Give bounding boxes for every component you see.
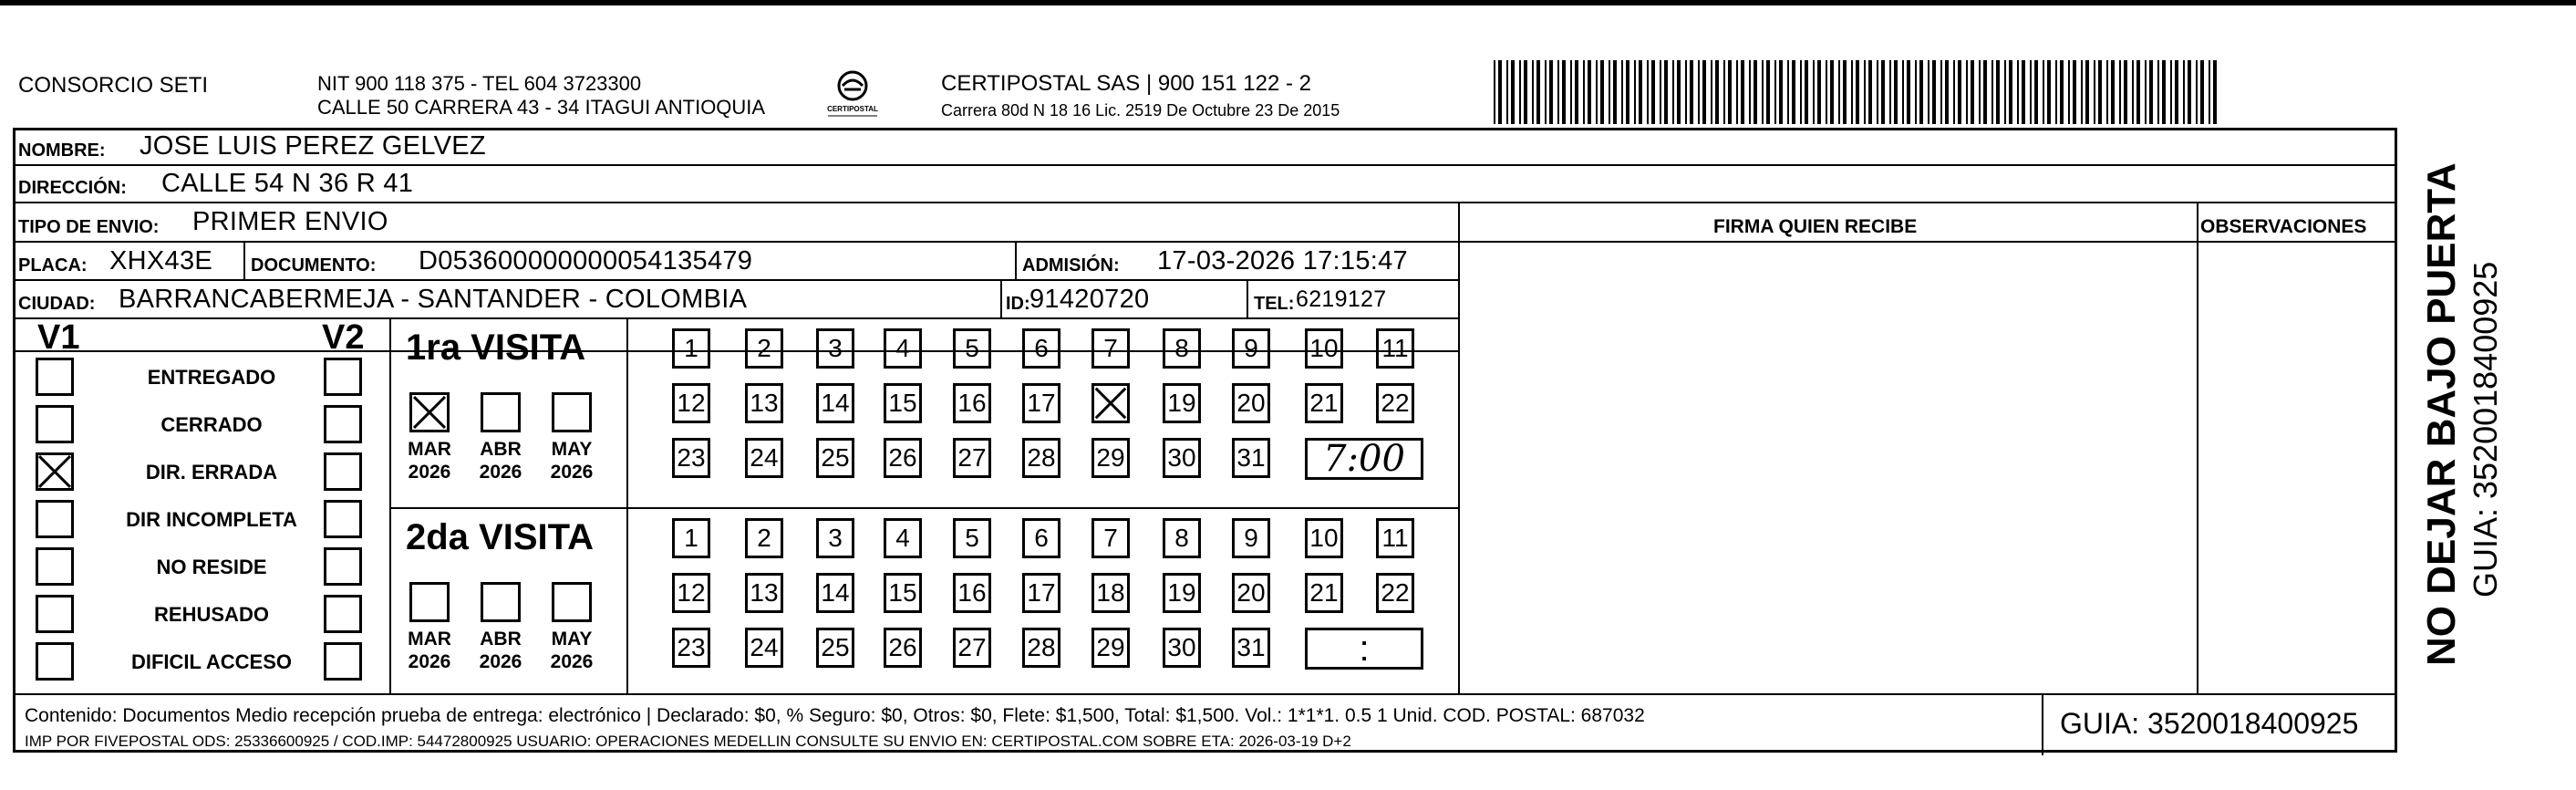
- barcode-bar: [2209, 60, 2210, 124]
- first-visit-day-18[interactable]: [1091, 383, 1130, 423]
- v1-checkbox[interactable]: [36, 595, 74, 633]
- second-visit-day-10[interactable]: 10: [1305, 518, 1343, 558]
- barcode-bar: [1715, 60, 1719, 124]
- barcode-bar: [2017, 60, 2019, 124]
- month-year: 2026: [408, 651, 451, 672]
- barcode-bar: [1864, 60, 1866, 124]
- ciudad-value: BARRANCABERMEJA - SANTANDER - COLOMBIA: [119, 285, 748, 314]
- first-visit-day-28[interactable]: 28: [1022, 438, 1060, 478]
- v1-checkbox[interactable]: [36, 547, 74, 586]
- second-visit-day-15[interactable]: 15: [884, 573, 922, 613]
- v2-checkbox[interactable]: [324, 405, 362, 443]
- first-visit-day-7[interactable]: 7: [1091, 328, 1130, 369]
- barcode-bar: [2200, 60, 2204, 124]
- v2-checkbox[interactable]: [324, 595, 362, 633]
- barcode-bar: [1741, 60, 1744, 124]
- barcode-bar: [1557, 60, 1559, 124]
- barcode-bar: [1498, 60, 1502, 124]
- status-label: CERRADO: [160, 413, 263, 436]
- barcode-bar: [2175, 60, 2178, 124]
- first-visit-day-22[interactable]: 22: [1376, 383, 1414, 423]
- barcode-bar: [2136, 60, 2140, 124]
- barcode-bar: [1966, 60, 1968, 124]
- barcode-bar: [2073, 60, 2076, 124]
- documento-label: DOCUMENTO:: [251, 255, 377, 275]
- documento-value: D053600000000054135479: [419, 246, 753, 275]
- placa-label: PLACA:: [18, 255, 88, 275]
- company-name: CONSORCIO SETI: [18, 73, 209, 98]
- second-visit-day-19[interactable]: 19: [1163, 573, 1201, 613]
- first-visit-day-21[interactable]: 21: [1305, 383, 1343, 423]
- barcode-bar: [1881, 60, 1885, 124]
- month-name: ABR: [480, 439, 522, 460]
- first-visit-day-8[interactable]: 8: [1163, 328, 1201, 369]
- direccion-value: CALLE 54 N 36 R 41: [161, 169, 414, 198]
- barcode-bar: [1549, 60, 1553, 124]
- second-visit-day-21[interactable]: 21: [1305, 573, 1343, 613]
- barcode-bar: [2145, 60, 2147, 124]
- barcode: [1494, 60, 2223, 124]
- barcode-bar: [1613, 60, 1617, 124]
- second-visit-day-28[interactable]: 28: [1022, 628, 1060, 668]
- first-visit-day-19[interactable]: 19: [1163, 383, 1201, 423]
- barcode-bar: [1971, 60, 1974, 124]
- barcode-bar: [1792, 60, 1795, 124]
- second-visit-day-30[interactable]: 30: [1163, 628, 1201, 668]
- v2-checkbox[interactable]: [324, 547, 362, 586]
- id-label: ID:: [1006, 294, 1030, 314]
- barcode-bar: [1660, 60, 1661, 124]
- month-name: MAY: [551, 439, 593, 460]
- status-label: REHUSADO: [154, 603, 269, 626]
- v1-checkbox[interactable]: [36, 642, 74, 681]
- barcode-bar: [2009, 60, 2012, 124]
- barcode-bar: [1843, 60, 1847, 124]
- tipo-envio-value: PRIMER ENVIO: [192, 207, 388, 236]
- tipo-envio-label: TIPO DE ENVIO:: [18, 217, 160, 237]
- month-name: MAR: [408, 439, 451, 460]
- barcode-bar: [2043, 60, 2044, 124]
- barcode-bar: [2111, 60, 2115, 124]
- month-name: MAR: [408, 629, 451, 650]
- month-year: 2026: [550, 651, 594, 672]
- barcode-bar: [1983, 60, 1987, 124]
- status-label: ENTREGADO: [147, 366, 276, 389]
- v2-checkbox[interactable]: [324, 642, 362, 681]
- first-visit-day-14[interactable]: 14: [816, 383, 854, 423]
- barcode-bar: [1838, 60, 1840, 124]
- first-visit-day-31[interactable]: 31: [1232, 438, 1270, 478]
- barcode-bar: [2098, 60, 2102, 124]
- barcode-bar: [1545, 60, 1547, 124]
- barcode-bar: [1664, 60, 1668, 124]
- v1-checkbox[interactable]: [36, 405, 74, 443]
- second-visit-day-26[interactable]: 26: [884, 628, 922, 668]
- barcode-bar: [1609, 60, 1610, 124]
- barcode-bar: [1932, 60, 1936, 124]
- barcode-bar: [1621, 60, 1623, 124]
- barcode-bar: [2213, 60, 2217, 124]
- barcode-bar: [1506, 60, 1508, 124]
- barcode-bar: [1723, 60, 1725, 124]
- barcode-bar: [1711, 60, 1712, 124]
- direccion-label: DIRECCIÓN:: [18, 178, 127, 198]
- first-visit-day-11[interactable]: 11: [1376, 328, 1414, 369]
- first-visit-day-6[interactable]: 6: [1022, 328, 1060, 369]
- barcode-bar: [1851, 60, 1853, 124]
- first-visit-day-4[interactable]: 4: [884, 328, 922, 369]
- second-visit-day-7[interactable]: 7: [1091, 518, 1130, 558]
- first-visit-day-23[interactable]: 23: [672, 438, 710, 478]
- second-visit-month-checkbox[interactable]: [552, 582, 592, 622]
- second-visit-month-checkbox[interactable]: [481, 582, 521, 622]
- second-visit-day-1[interactable]: 1: [672, 518, 710, 558]
- barcode-bar: [1588, 60, 1591, 124]
- second-visit-day-13[interactable]: 13: [745, 573, 783, 613]
- second-visit-day-20[interactable]: 20: [1232, 573, 1270, 613]
- carrier-line: CERTIPOSTAL SAS | 900 151 122 - 2: [941, 71, 1311, 96]
- barcode-bar: [1596, 60, 1598, 124]
- firma-label: FIRMA QUIEN RECIBE: [1713, 216, 1918, 237]
- company-nit: NIT 900 118 375 - TEL 604 3723300: [317, 72, 642, 95]
- status-label: NO RESIDE: [156, 556, 267, 578]
- second-visit-day-5[interactable]: 5: [953, 518, 991, 558]
- first-visit-day-5[interactable]: 5: [953, 328, 991, 369]
- barcode-bar: [1562, 60, 1566, 124]
- barcode-bar: [2162, 60, 2166, 124]
- barcode-bar: [1774, 60, 1776, 124]
- second-visit-day-25[interactable]: 25: [816, 628, 854, 668]
- barcode-bar: [1856, 60, 1859, 124]
- second-visit-day-4[interactable]: 4: [884, 518, 922, 558]
- barcode-bar: [2030, 60, 2032, 124]
- status-label: DIR. ERRADA: [145, 461, 278, 483]
- first-visit-day-16[interactable]: 16: [953, 383, 991, 423]
- second-visit-day-29[interactable]: 29: [1091, 628, 1130, 668]
- second-visit-month-caption: [471, 628, 530, 673]
- tel-label: TEL:: [1254, 294, 1295, 314]
- barcode-bar: [1672, 60, 1674, 124]
- month-name: MAY: [551, 629, 593, 650]
- barcode-bar: [1805, 60, 1808, 124]
- barcode-bar: [1754, 60, 1757, 124]
- license-line: Carrera 80d N 18 16 Lic. 2519 De Octubre 23 De 2015: [941, 101, 1340, 120]
- barcode-bar: [1494, 60, 1495, 124]
- v2-checkbox[interactable]: [324, 452, 362, 491]
- second-visit-day-17[interactable]: 17: [1022, 573, 1060, 613]
- barcode-bar: [1583, 60, 1585, 124]
- first-visit-day-3[interactable]: 3: [816, 328, 854, 369]
- footer-tracking-line: IMP POR FIVEPOSTAL ODS: 25336600925 / COD.IMP: 54472800925 USUARIO: OPERACIONES MEDELLIN CONSULTE SU ENVIO EN: CERTIPOSTAL.COM SOBRE ETA: 2026-03-19 D+2: [25, 733, 1351, 750]
- barcode-bar: [1749, 60, 1751, 124]
- second-visit-day-6[interactable]: 6: [1022, 518, 1060, 558]
- barcode-bar: [1919, 60, 1923, 124]
- barcode-bar: [1677, 60, 1681, 124]
- second-visit-day-24[interactable]: 24: [745, 628, 783, 668]
- second-visit-month-checkbox[interactable]: [409, 582, 450, 622]
- barcode-bar: [2119, 60, 2121, 124]
- barcode-bar: [1532, 60, 1534, 124]
- barcode-bar: [1889, 60, 1891, 124]
- barcode-bar: [2068, 60, 2070, 124]
- barcode-bar: [1953, 60, 1955, 124]
- admision-label: ADMISIÓN:: [1022, 255, 1120, 275]
- first-visit-day-13[interactable]: 13: [745, 383, 783, 423]
- second-visit-month-caption: [543, 628, 601, 673]
- barcode-bar: [1536, 60, 1540, 124]
- tel-value: 6219127: [1296, 286, 1387, 312]
- second-visit-day-2[interactable]: 2: [745, 518, 783, 558]
- barcode-bar: [1800, 60, 1802, 124]
- barcode-bar: [1868, 60, 1872, 124]
- first-visit-day-27[interactable]: 27: [953, 438, 991, 478]
- barcode-bar: [1511, 60, 1515, 124]
- barcode-bar: [1945, 60, 1949, 124]
- barcode-bar: [1651, 60, 1655, 124]
- barcode-bar: [2170, 60, 2172, 124]
- barcode-bar: [1698, 60, 1700, 124]
- first-visit-day-15[interactable]: 15: [884, 383, 922, 423]
- month-name: ABR: [480, 629, 522, 650]
- barcode-bar: [1907, 60, 1910, 124]
- barcode-bar: [1570, 60, 1572, 124]
- barcode-bar: [1830, 60, 1834, 124]
- second-visit-day-31[interactable]: 31: [1232, 628, 1270, 668]
- second-visit-day-12[interactable]: 12: [672, 573, 710, 613]
- barcode-bar: [1524, 60, 1527, 124]
- barcode-bar: [2106, 60, 2108, 124]
- first-visit-day-10[interactable]: 10: [1305, 328, 1343, 369]
- barcode-bar: [1634, 60, 1636, 124]
- v2-checkbox[interactable]: [324, 358, 362, 396]
- status-label: DIFICIL ACCESO: [130, 650, 292, 673]
- barcode-bar: [1958, 60, 1961, 124]
- barcode-bar: [1940, 60, 1942, 124]
- barcode-bar: [1600, 60, 1604, 124]
- top-border-line: [0, 0, 2576, 8]
- first-visit-month-checkbox[interactable]: [552, 392, 592, 432]
- id-value: 91420720: [1029, 285, 1150, 314]
- barcode-bar: [1779, 60, 1783, 124]
- second-visit-day-22[interactable]: 22: [1376, 573, 1414, 613]
- barcode-bar: [2094, 60, 2095, 124]
- barcode-bar: [1766, 60, 1770, 124]
- month-year: 2026: [479, 462, 522, 483]
- barcode-bar: [1690, 60, 1693, 124]
- barcode-bar: [2124, 60, 2127, 124]
- barcode-bar: [1575, 60, 1578, 124]
- barcode-bar: [1877, 60, 1878, 124]
- first-visit-month-caption: [471, 438, 530, 483]
- barcode-bar: [2022, 60, 2025, 124]
- barcode-bar: [2132, 60, 2134, 124]
- barcode-bar: [1702, 60, 1706, 124]
- second-visit-day-3[interactable]: 3: [816, 518, 854, 558]
- placa-value: XHX43E: [109, 246, 213, 275]
- barcode-bar: [1817, 60, 1821, 124]
- first-visit-month-caption: [543, 438, 601, 483]
- barcode-bar: [1626, 60, 1629, 124]
- month-year: 2026: [550, 462, 594, 483]
- second-visit-day-27[interactable]: 27: [953, 628, 991, 668]
- second-visit-day-16[interactable]: 16: [953, 573, 991, 613]
- barcode-bar: [1902, 60, 1904, 124]
- barcode-bar: [1519, 60, 1521, 124]
- second-visit-day-11[interactable]: 11: [1376, 518, 1414, 558]
- barcode-bar: [2188, 60, 2191, 124]
- barcode-bar: [1787, 60, 1789, 124]
- footer-guia: GUIA: 3520018400925: [2060, 707, 2359, 740]
- barcode-bar: [1685, 60, 1687, 124]
- second-visit-hour-field[interactable]: :: [1305, 628, 1423, 670]
- first-visit-day-26[interactable]: 26: [884, 438, 922, 478]
- barcode-bar: [1647, 60, 1649, 124]
- barcode-bar: [1996, 60, 2000, 124]
- month-year: 2026: [479, 651, 522, 672]
- ciudad-label: CIUDAD:: [18, 294, 96, 314]
- barcode-bar: [1894, 60, 1898, 124]
- footer-content-line: Contenido: Documentos Medio recepción prueba de entrega: electrónico | Declarado: $0, % Seguro: $0, Otros: $0, Flete: $1,500, Total: $1,500. Vol.: 1*1*1. 0.5 1 Unid. COD. POSTAL: 687032: [25, 705, 1645, 726]
- first-visit-day-24[interactable]: 24: [745, 438, 783, 478]
- first-visit-day-12[interactable]: 12: [672, 383, 710, 423]
- barcode-bar: [1826, 60, 1827, 124]
- barcode-bar: [1928, 60, 1929, 124]
- barcode-bar: [1979, 60, 1981, 124]
- barcode-bar: [1639, 60, 1642, 124]
- v1-checkbox[interactable]: [36, 500, 74, 538]
- barcode-bar: [2085, 60, 2089, 124]
- first-visit-day-2[interactable]: 2: [745, 328, 783, 369]
- barcode-bar: [2034, 60, 2038, 124]
- v2-label: V2: [322, 318, 365, 357]
- barcode-bar: [2157, 60, 2159, 124]
- no-dejar-bajo-puerta: NO DEJAR BAJO PUERTA: [2419, 162, 2464, 666]
- first-visit-title: 1ra VISITA: [406, 327, 586, 368]
- barcode-bar: [2183, 60, 2185, 124]
- second-visit-day-14[interactable]: 14: [816, 573, 854, 613]
- first-visit-day-20[interactable]: 20: [1232, 383, 1270, 423]
- second-visit-day-18[interactable]: 18: [1091, 573, 1130, 613]
- barcode-bar: [2004, 60, 2006, 124]
- barcode-bar: [1762, 60, 1764, 124]
- second-visit-title: 2da VISITA: [406, 517, 594, 557]
- first-visit-month-caption: [400, 438, 459, 483]
- side-guia: GUIA: 3520018400925: [2467, 261, 2504, 598]
- second-visit-day-23[interactable]: 23: [672, 628, 710, 668]
- v1-checkbox[interactable]: [36, 452, 74, 491]
- first-visit-hour-field[interactable]: 7:00: [1305, 438, 1423, 480]
- first-visit-day-1[interactable]: 1: [672, 328, 710, 369]
- delivery-form: [13, 128, 2397, 753]
- status-label: DIR INCOMPLETA: [126, 508, 297, 531]
- first-visit-month-checkbox[interactable]: [481, 392, 521, 432]
- nombre-value: JOSE LUIS PEREZ GELVEZ: [140, 131, 486, 161]
- certipostal-logo: [819, 68, 886, 119]
- nombre-label: NOMBRE:: [18, 140, 106, 161]
- barcode-bar: [2081, 60, 2083, 124]
- barcode-bar: [2060, 60, 2064, 124]
- logo-text: CERTIPOSTAL: [827, 105, 878, 113]
- second-visit-day-8[interactable]: 8: [1163, 518, 1201, 558]
- first-visit-day-30[interactable]: 30: [1163, 438, 1201, 478]
- first-visit-day-29[interactable]: 29: [1091, 438, 1130, 478]
- barcode-bar: [1991, 60, 1993, 124]
- first-visit-day-9[interactable]: 9: [1232, 328, 1270, 369]
- second-visit-month-caption: [400, 628, 459, 673]
- month-year: 2026: [408, 462, 451, 483]
- first-visit-month-checkbox[interactable]: [409, 392, 450, 432]
- barcode-bar: [2196, 60, 2198, 124]
- second-visit-day-9[interactable]: 9: [1232, 518, 1270, 558]
- barcode-bar: [1915, 60, 1917, 124]
- first-visit-day-17[interactable]: 17: [1022, 383, 1060, 423]
- company-address: CALLE 50 CARRERA 43 - 34 ITAGUI ANTIOQUIA: [317, 96, 766, 119]
- first-visit-day-25[interactable]: 25: [816, 438, 854, 478]
- v1-checkbox[interactable]: [36, 358, 74, 396]
- barcode-bar: [2149, 60, 2153, 124]
- barcode-bar: [1813, 60, 1815, 124]
- admision-value: 17-03-2026 17:15:47: [1157, 246, 1408, 275]
- v1-label: V1: [37, 318, 80, 357]
- barcode-bar: [2055, 60, 2057, 124]
- barcode-bar: [1728, 60, 1732, 124]
- observaciones-label: OBSERVACIONES: [2200, 216, 2367, 237]
- barcode-bar: [2047, 60, 2051, 124]
- v2-checkbox[interactable]: [324, 500, 362, 538]
- barcode-bar: [1736, 60, 1738, 124]
